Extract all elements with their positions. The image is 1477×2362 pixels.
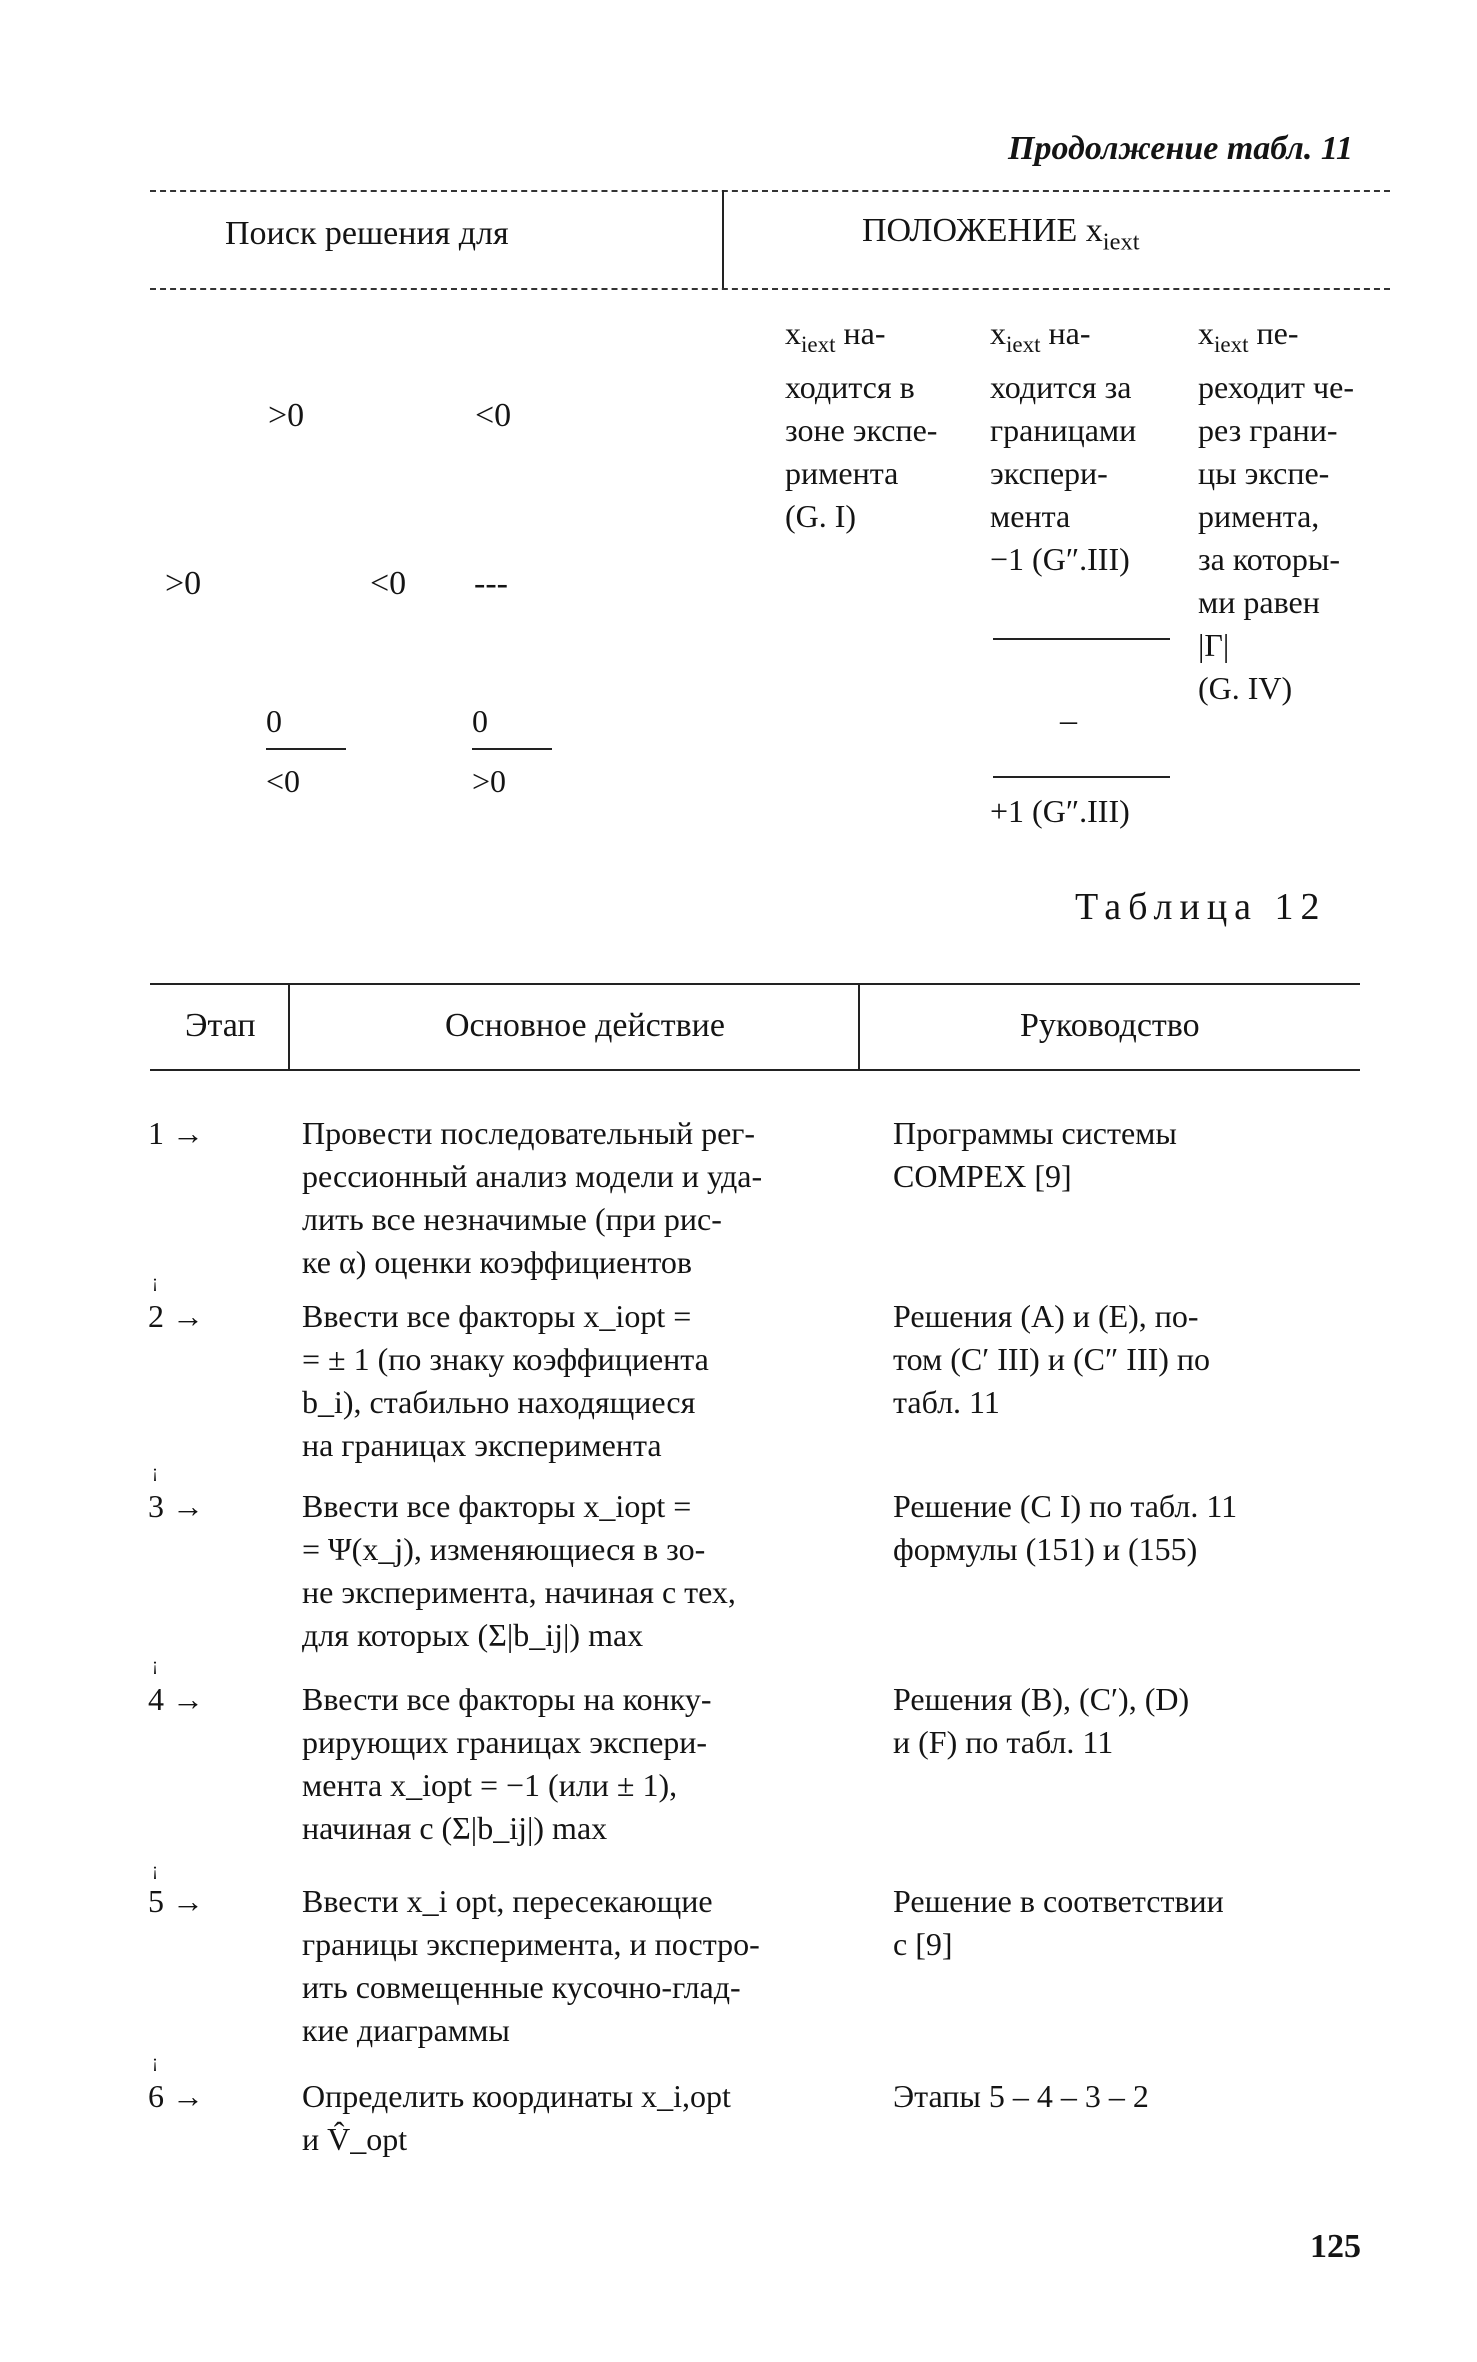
col1-line3: зоне экспе-: [785, 412, 938, 449]
guide-1: [893, 1112, 1177, 1198]
col2-line5: мента: [990, 498, 1071, 535]
col3-line7: ми равен: [1198, 584, 1320, 621]
guide-3: [893, 1485, 1237, 1571]
col3-line2: реходит че-: [1198, 369, 1354, 406]
col2-rule-2: [993, 776, 1170, 778]
guide-5: [893, 1880, 1224, 1966]
col3-line5: римента,: [1198, 498, 1320, 535]
action-1-line: лить все незначимые (при рис-: [302, 1201, 722, 1237]
col1-line5: (G. I): [785, 498, 857, 535]
col3-line6: за которы-: [1198, 541, 1341, 578]
guide-6: [893, 2075, 1149, 2118]
col2-line7: +1 (G″.III): [990, 793, 1130, 829]
guide-4: [893, 1678, 1189, 1764]
guide-5-line: с [9]: [893, 1926, 953, 1962]
fraction-2-num: 0: [472, 703, 488, 739]
action-3-line: = Ψ(x_j), изменяющиеся в зо-: [302, 1531, 706, 1567]
column-header-search: Поиск решения для: [225, 215, 509, 252]
t12-header-step: Этап: [185, 1007, 256, 1044]
col2-rule-1: [993, 638, 1170, 640]
fraction-1-bar: [266, 748, 346, 750]
position-col-crossing: [1198, 312, 1398, 710]
guide-6-line: Этапы 5 – 4 – 3 – 2: [893, 2078, 1149, 2114]
col2-line4: экспери-: [990, 455, 1108, 492]
sign-r2c: ---: [474, 565, 508, 602]
row-mark-1: ¡: [152, 1271, 158, 1291]
fraction-2-bar: [472, 748, 552, 750]
action-2-line: b_i), стабильно находящиеся: [302, 1384, 696, 1420]
action-6: [302, 2075, 731, 2161]
guide-1-line: Программы системы: [893, 1115, 1177, 1151]
position-sub: iext: [1102, 228, 1140, 256]
action-5: [302, 1880, 760, 2052]
col3-line4: цы экспе-: [1198, 455, 1330, 492]
col3-sub: iext: [1214, 331, 1249, 358]
action-6-line: и V̂_opt: [302, 2121, 408, 2157]
col1-var: x: [785, 315, 801, 351]
col1-line1: [785, 312, 985, 366]
action-4-line: мента x_iopt = −1 (или ± 1),: [302, 1767, 678, 1803]
position-col-inside: [785, 312, 985, 538]
action-1: [302, 1112, 762, 1284]
continuation-caption: Продолжение табл. 11: [1008, 130, 1353, 167]
position-label: ПОЛОЖЕНИЕ x: [862, 212, 1103, 249]
row-mark-3: ¡: [152, 1654, 158, 1674]
col3-l1: пе-: [1248, 315, 1299, 351]
action-2-line: на границах эксперимента: [302, 1427, 662, 1463]
step-3: 3 →: [148, 1488, 204, 1524]
row-mark-5: ¡: [152, 2051, 158, 2071]
t12-header-action: Основное действие: [445, 1007, 725, 1044]
action-1-line: Провести последовательный рег-: [302, 1115, 756, 1151]
row-mark-4: ¡: [152, 1859, 158, 1879]
col2-line3: границами: [990, 412, 1137, 449]
action-5-line: границы эксперимента, и постро-: [302, 1926, 760, 1962]
fraction-1-den: <0: [266, 763, 301, 799]
action-4-line: начиная с (Σ|b_ij|) max: [302, 1810, 608, 1846]
table-top-rule: [150, 190, 1390, 192]
step-2: 2 →: [148, 1298, 204, 1334]
guide-2-line: табл. 11: [893, 1384, 1000, 1420]
action-5-line: кие диаграммы: [302, 2012, 510, 2048]
step-6: 6 →: [148, 2078, 204, 2114]
t12-divider-2: [858, 983, 860, 1071]
fraction-1: [266, 700, 346, 802]
col3-line9: (G. IV): [1198, 670, 1293, 707]
header-divider: [722, 190, 724, 288]
action-4-line: рирующих границах экспери-: [302, 1724, 708, 1760]
action-2-line: Ввести все факторы x_iopt =: [302, 1298, 692, 1334]
guide-4-line: и (F) по табл. 11: [893, 1724, 1114, 1760]
col3-line1: [1198, 312, 1398, 366]
col1-line2: ходится в: [785, 369, 915, 406]
fraction-2-den: >0: [472, 763, 507, 799]
guide-3-line: формулы (151) и (155): [893, 1531, 1198, 1567]
col2-l1: на-: [1040, 315, 1091, 351]
sign-r2a: >0: [165, 565, 202, 602]
col3-line8: |Γ|: [1198, 627, 1230, 664]
col2-line2: ходится за: [990, 369, 1132, 406]
action-2: [302, 1295, 709, 1467]
row-mark-2: ¡: [152, 1461, 158, 1481]
col2-line6: −1 (G″.III): [990, 541, 1130, 578]
col1-sub: iext: [801, 331, 836, 358]
guide-2-line: Решения (A) и (E), по-: [893, 1298, 1199, 1334]
guide-3-line: Решение (C I) по табл. 11: [893, 1488, 1238, 1524]
action-2-line: = ± 1 (по знаку коэффициента: [302, 1341, 709, 1377]
t12-top-rule: [150, 983, 1360, 985]
table-header-rule: [150, 288, 1390, 290]
table-12-title: Таблица 12: [1075, 886, 1327, 928]
action-1-line: ке α) оценки коэффициентов: [302, 1244, 693, 1280]
step-1: 1 →: [148, 1115, 204, 1151]
col3-line3: рез грани-: [1198, 412, 1338, 449]
col2-line1: [990, 312, 1185, 366]
col1-line4: римента: [785, 455, 899, 492]
step-5: 5 →: [148, 1883, 204, 1919]
col2-sub: iext: [1006, 331, 1041, 358]
action-3-line: для которых (Σ|b_ij|) max: [302, 1617, 644, 1653]
t12-divider-1: [288, 983, 290, 1071]
action-1-line: рессионный анализ модели и уда-: [302, 1158, 763, 1194]
t12-header-rule: [150, 1069, 1360, 1071]
col2-mid-dash: –: [1060, 702, 1077, 739]
col3-var: x: [1198, 315, 1214, 351]
action-3-line: Ввести все факторы x_iopt =: [302, 1488, 692, 1524]
position-col-outside: [990, 312, 1185, 581]
guide-5-line: Решение в соответствии: [893, 1883, 1224, 1919]
action-5-line: ить совмещенные кусочно-глад-: [302, 1969, 741, 2005]
guide-1-line: COMPEX [9]: [893, 1158, 1072, 1194]
action-6-line: Определить координаты x_i,opt: [302, 2078, 731, 2114]
sign-r2b: <0: [370, 565, 407, 602]
action-4: [302, 1678, 712, 1850]
page-number: 125: [1310, 2228, 1361, 2265]
action-3-line: не эксперимента, начиная с тех,: [302, 1574, 736, 1610]
guide-4-line: Решения (B), (C′), (D): [893, 1681, 1190, 1717]
step-4: 4 →: [148, 1681, 204, 1717]
sign-r1b: <0: [475, 397, 512, 434]
action-4-line: Ввести все факторы на конку-: [302, 1681, 712, 1717]
t12-header-guide: Руководство: [1020, 1007, 1200, 1044]
fraction-2: [472, 700, 552, 802]
fraction-1-num: 0: [266, 703, 282, 739]
action-3: [302, 1485, 736, 1657]
guide-2-line: том (C′ III) и (C″ III) по: [893, 1341, 1211, 1377]
sign-r1a: >0: [268, 397, 305, 434]
action-5-line: Ввести x_i opt, пересекающие: [302, 1883, 713, 1919]
col1-l1: на-: [835, 315, 886, 351]
guide-2: [893, 1295, 1210, 1424]
col2-var: x: [990, 315, 1006, 351]
column-header-position: [862, 210, 1140, 264]
